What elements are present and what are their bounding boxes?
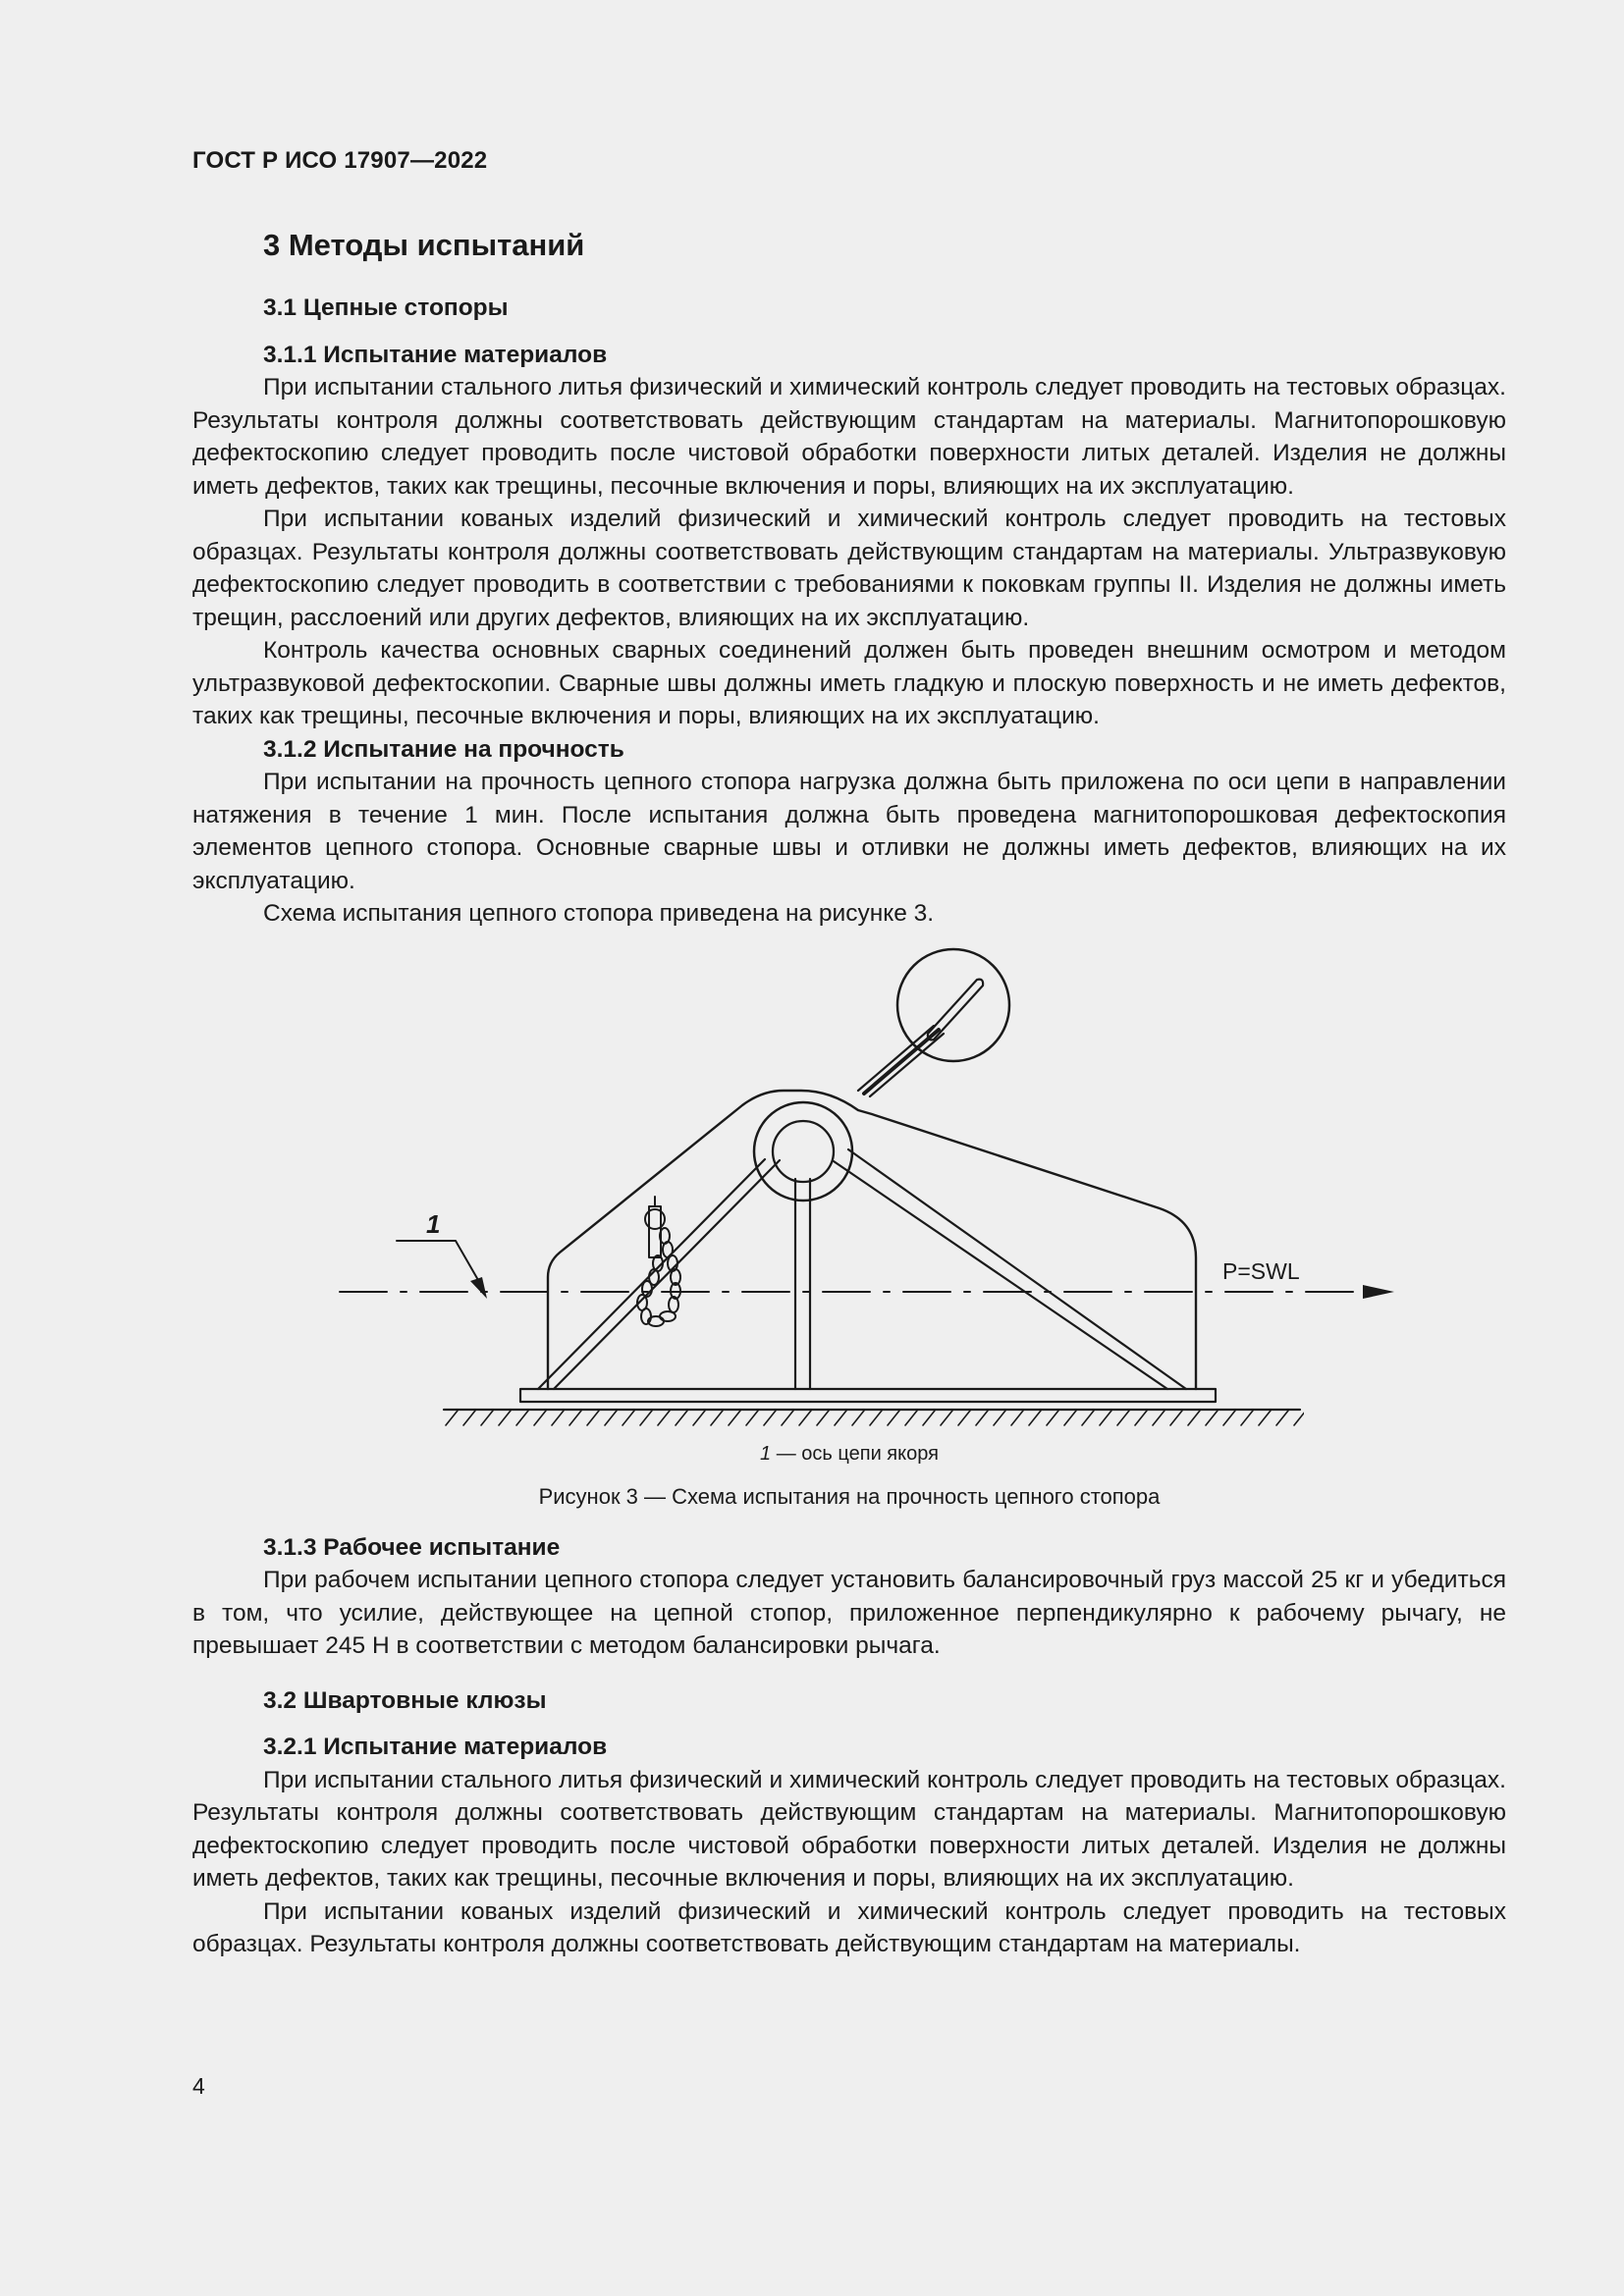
section-3-1-1-title: 3.1.1 Испытание материалов — [263, 341, 608, 368]
chain-stopper-diagram — [192, 943, 1506, 1439]
section-3-1-title: 3.1 Цепные стопоры — [263, 294, 509, 321]
page-number: 4 — [192, 2073, 205, 2099]
paragraph: При испытании стального литья физический и химический контроль следует проводить на тестовых образцах. Результаты контроля должны соответствовать действующим стандартам на материалы. Магнитопорошковую дефектоскопию следует проводить после чистовой обработки поверхности литых деталей. Изделия не должны иметь дефектов, таких как трещины, песочные включения и поры, влияющих на их эксплуатацию. — [192, 374, 1506, 500]
guide-rail — [538, 1159, 765, 1389]
figure-3 — [192, 943, 1506, 1439]
guide-rail — [554, 1160, 780, 1389]
paragraph: При рабочем испытании цепного стопора следует установить балансировочный груз массой 25 кг и убедиться в том, что усилие, действующее на цепной стопор, приложенное перпендикулярно к рабочему рычагу, не превышает 245 Н в соответствии с методом балансировки рычага. — [192, 1567, 1506, 1659]
paragraph: При испытании на прочность цепного стопора нагрузка должна быть приложена по оси цепи в направлении натяжения в течение 1 мин. После испытания должна быть проведена магнитопорошковая дефектоскопия элементов цепного стопора. Основные сварные швы и отливки не должны иметь дефектов, влияющих на их эксплуатацию. — [192, 769, 1506, 894]
chain-hook — [645, 1197, 665, 1257]
section-3-1-2-title: 3.1.2 Испытание на прочность — [263, 735, 624, 763]
figure-legend — [192, 1439, 1506, 1468]
paragraph: При испытании кованых изделий физический и химический контроль следует проводить на тестовых образцах. Результаты контроля должны соответствовать действующим стандартам на материалы. — [192, 1897, 1506, 1957]
force-label: P=SWL — [1222, 1257, 1300, 1284]
pivot-pin-outer — [754, 1102, 852, 1201]
pivot-pin-inner — [773, 1121, 834, 1182]
document-code: ГОСТ Р ИСО 17907—2022 — [192, 147, 488, 174]
ground-hatching — [446, 1411, 1306, 1425]
callout-arrowhead — [470, 1277, 487, 1299]
paragraph: Контроль качества основных сварных соединений должен быть проведен внешним осмотром и методом ультразвуковой дефектоскопии. Сварные швы должны иметь гладкую и плоскую поверхность и не иметь дефектов, таких как трещины, песочные включения и поры, влияющих на их эксплуатацию. — [192, 637, 1506, 729]
page-content — [192, 226, 1506, 1961]
lever-arm — [858, 1026, 934, 1091]
anchor-chain — [637, 1228, 680, 1326]
figure-caption: Рисунок 3 — Схема испытания на прочность цепного стопора — [538, 1483, 1161, 1509]
paragraph: Схема испытания цепного стопора приведена на рисунке 3. — [263, 900, 935, 927]
stopper-housing — [548, 1091, 1196, 1389]
legend-number: 1 — [760, 1442, 772, 1465]
base-plate — [520, 1389, 1216, 1402]
lever-arm — [870, 1034, 944, 1096]
section-3-2-1-title: 3.2.1 Испытание материалов — [263, 1734, 608, 1760]
callout-leader — [397, 1241, 482, 1287]
rear-brace — [848, 1149, 1186, 1389]
section-3-2-title: 3.2 Швартовные клюзы — [263, 1686, 547, 1714]
section-3-1-3-title: 3.1.3 Рабочее испытание — [263, 1533, 561, 1561]
legend-text: — ось цепи якоря — [771, 1442, 939, 1465]
force-arrowhead — [1363, 1285, 1394, 1299]
paragraph: При испытании кованых изделий физический и химический контроль следует проводить на тестовых образцах. Результаты контроля должны соответствовать действующим стандартам на материалы. Ультразвуковую дефектоскопию следует проводить в соответствии с требованиями к поковкам группы II. Изделия не должны иметь трещин, расслоений или других дефектов, влияющих на их эксплуатацию. — [192, 506, 1506, 631]
section-3-title: 3 Методы испытаний — [263, 228, 585, 262]
lever-arm — [864, 1030, 939, 1094]
paragraph: При испытании стального литья физический и химический контроль следует проводить на тестовых образцах. Результаты контроля должны соответствовать действующим стандартам на материалы. Магнитопорошковую дефектоскопию следует проводить после чистовой обработки поверхности литых деталей. Изделия не должны иметь дефектов, таких как трещины, песочные включения и поры, влияющих на их эксплуатацию. — [192, 1766, 1506, 1892]
callout-label: 1 — [426, 1208, 441, 1239]
